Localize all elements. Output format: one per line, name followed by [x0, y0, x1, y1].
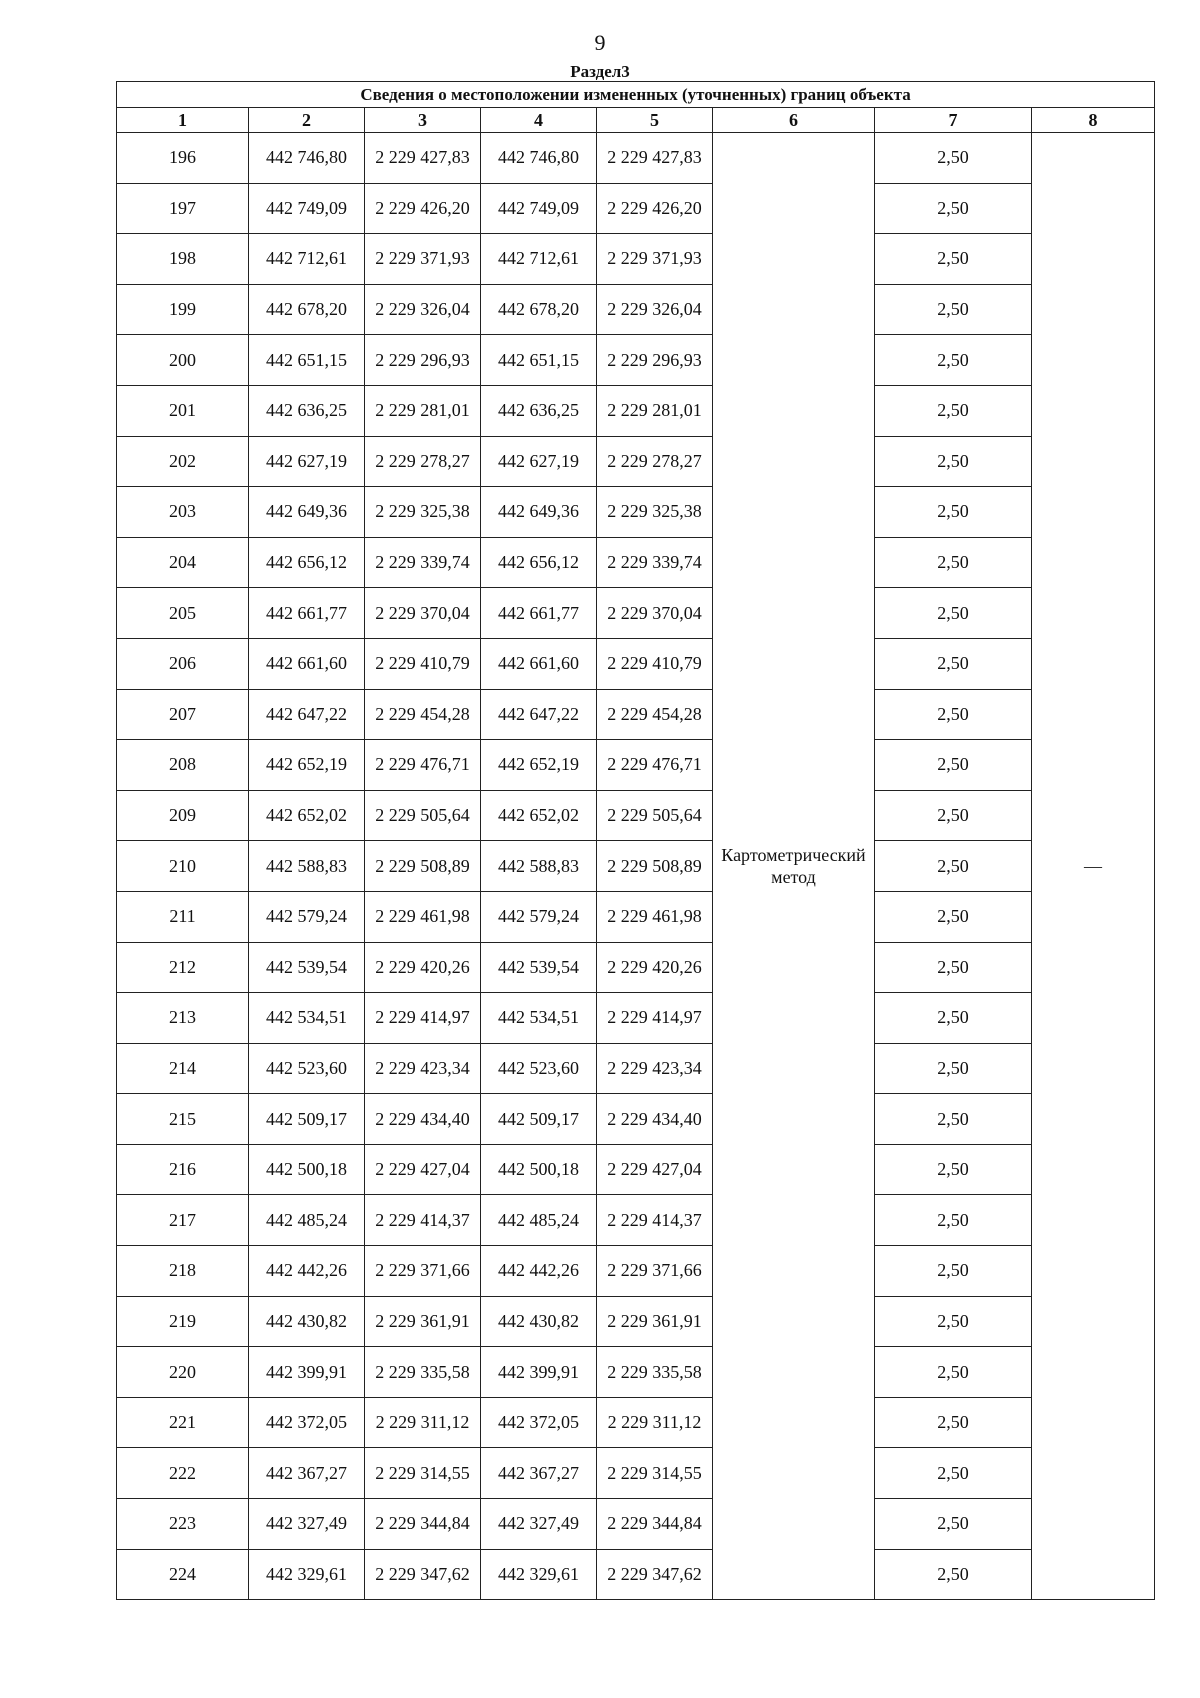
y-coordinate-cell: 2 229 314,55 — [597, 1448, 713, 1499]
y-coordinate-cell: 2 229 476,71 — [597, 740, 713, 791]
point-number-cell: 216 — [117, 1144, 249, 1195]
x-coordinate-cell: 442 636,25 — [481, 385, 597, 436]
accuracy-cell: 2,50 — [875, 335, 1032, 386]
x-coordinate-cell: 442 651,15 — [481, 335, 597, 386]
point-number-cell: 201 — [117, 385, 249, 436]
x-coordinate-cell: 442 627,19 — [481, 436, 597, 487]
point-number-cell: 220 — [117, 1347, 249, 1398]
x-coordinate-cell: 442 500,18 — [481, 1144, 597, 1195]
accuracy-cell: 2,50 — [875, 385, 1032, 436]
y-coordinate-cell: 2 229 410,79 — [597, 638, 713, 689]
x-coordinate-cell: 442 588,83 — [249, 841, 365, 892]
accuracy-cell: 2,50 — [875, 1144, 1032, 1195]
y-coordinate-cell: 2 229 508,89 — [365, 841, 481, 892]
x-coordinate-cell: 442 523,60 — [481, 1043, 597, 1094]
table-row — [117, 1448, 1155, 1499]
y-coordinate-cell: 2 229 414,97 — [597, 993, 713, 1044]
y-coordinate-cell: 2 229 420,26 — [365, 942, 481, 993]
point-number-cell: 205 — [117, 588, 249, 639]
point-number-cell: 214 — [117, 1043, 249, 1094]
table-row — [117, 1549, 1155, 1600]
point-number-cell: 198 — [117, 234, 249, 285]
table-row — [117, 1397, 1155, 1448]
accuracy-cell: 2,50 — [875, 436, 1032, 487]
x-coordinate-cell: 442 678,20 — [481, 284, 597, 335]
table-row — [117, 1347, 1155, 1398]
y-coordinate-cell: 2 229 335,58 — [597, 1347, 713, 1398]
accuracy-cell: 2,50 — [875, 487, 1032, 538]
y-coordinate-cell: 2 229 414,97 — [365, 993, 481, 1044]
x-coordinate-cell: 442 329,61 — [481, 1549, 597, 1600]
y-coordinate-cell: 2 229 427,04 — [365, 1144, 481, 1195]
point-number-cell: 211 — [117, 891, 249, 942]
table-body — [117, 133, 1155, 1600]
x-coordinate-cell: 442 652,02 — [481, 790, 597, 841]
point-number-cell: 202 — [117, 436, 249, 487]
y-coordinate-cell: 2 229 476,71 — [365, 740, 481, 791]
x-coordinate-cell: 442 649,36 — [481, 487, 597, 538]
point-number-cell: 208 — [117, 740, 249, 791]
accuracy-cell: 2,50 — [875, 1448, 1032, 1499]
y-coordinate-cell: 2 229 423,34 — [597, 1043, 713, 1094]
y-coordinate-cell: 2 229 371,93 — [597, 234, 713, 285]
table-row — [117, 740, 1155, 791]
x-coordinate-cell: 442 652,19 — [249, 740, 365, 791]
x-coordinate-cell: 442 534,51 — [249, 993, 365, 1044]
accuracy-cell: 2,50 — [875, 133, 1032, 184]
table-row — [117, 385, 1155, 436]
x-coordinate-cell: 442 485,24 — [249, 1195, 365, 1246]
x-coordinate-cell: 442 661,60 — [481, 638, 597, 689]
point-number-cell: 219 — [117, 1296, 249, 1347]
point-number-cell: 204 — [117, 537, 249, 588]
accuracy-cell: 2,50 — [875, 1549, 1032, 1600]
accuracy-cell: 2,50 — [875, 284, 1032, 335]
point-number-cell: 196 — [117, 133, 249, 184]
accuracy-cell: 2,50 — [875, 537, 1032, 588]
y-coordinate-cell: 2 229 427,04 — [597, 1144, 713, 1195]
column-number-header: 8 — [1032, 108, 1155, 133]
y-coordinate-cell: 2 229 281,01 — [597, 385, 713, 436]
y-coordinate-cell: 2 229 427,83 — [365, 133, 481, 184]
method-cell: Картометрический метод — [713, 133, 875, 1600]
y-coordinate-cell: 2 229 414,37 — [365, 1195, 481, 1246]
x-coordinate-cell: 442 509,17 — [481, 1094, 597, 1145]
y-coordinate-cell: 2 229 347,62 — [365, 1549, 481, 1600]
point-number-cell: 223 — [117, 1499, 249, 1550]
x-coordinate-cell: 442 661,77 — [249, 588, 365, 639]
section-title: Раздел3 — [570, 62, 630, 81]
y-coordinate-cell: 2 229 314,55 — [365, 1448, 481, 1499]
x-coordinate-cell: 442 367,27 — [249, 1448, 365, 1499]
table-row — [117, 436, 1155, 487]
accuracy-cell: 2,50 — [875, 638, 1032, 689]
table-row — [117, 133, 1155, 184]
point-number-cell: 210 — [117, 841, 249, 892]
x-coordinate-cell: 442 534,51 — [481, 993, 597, 1044]
y-coordinate-cell: 2 229 461,98 — [597, 891, 713, 942]
point-number-cell: 199 — [117, 284, 249, 335]
x-coordinate-cell: 442 399,91 — [249, 1347, 365, 1398]
y-coordinate-cell: 2 229 434,40 — [365, 1094, 481, 1145]
point-number-cell: 224 — [117, 1549, 249, 1600]
table-row — [117, 790, 1155, 841]
table-row — [117, 993, 1155, 1044]
y-coordinate-cell: 2 229 410,79 — [365, 638, 481, 689]
table-row — [117, 1094, 1155, 1145]
accuracy-cell: 2,50 — [875, 183, 1032, 234]
x-coordinate-cell: 442 712,61 — [481, 234, 597, 285]
x-coordinate-cell: 442 509,17 — [249, 1094, 365, 1145]
x-coordinate-cell: 442 329,61 — [249, 1549, 365, 1600]
x-coordinate-cell: 442 627,19 — [249, 436, 365, 487]
accuracy-cell: 2,50 — [875, 942, 1032, 993]
x-coordinate-cell: 442 678,20 — [249, 284, 365, 335]
y-coordinate-cell: 2 229 370,04 — [597, 588, 713, 639]
x-coordinate-cell: 442 661,77 — [481, 588, 597, 639]
x-coordinate-cell: 442 712,61 — [249, 234, 365, 285]
x-coordinate-cell: 442 636,25 — [249, 385, 365, 436]
column-number-header: 3 — [365, 108, 481, 133]
page-number: 9 — [594, 30, 606, 55]
x-coordinate-cell: 442 485,24 — [481, 1195, 597, 1246]
accuracy-cell: 2,50 — [875, 1347, 1032, 1398]
x-coordinate-cell: 442 372,05 — [249, 1397, 365, 1448]
table-row — [117, 1499, 1155, 1550]
table-row — [117, 689, 1155, 740]
accuracy-cell: 2,50 — [875, 1246, 1032, 1297]
y-coordinate-cell: 2 229 454,28 — [365, 689, 481, 740]
y-coordinate-cell: 2 229 326,04 — [365, 284, 481, 335]
point-number-cell: 206 — [117, 638, 249, 689]
y-coordinate-cell: 2 229 339,74 — [365, 537, 481, 588]
x-coordinate-cell: 442 523,60 — [249, 1043, 365, 1094]
y-coordinate-cell: 2 229 426,20 — [597, 183, 713, 234]
point-number-cell: 207 — [117, 689, 249, 740]
table-row — [117, 1246, 1155, 1297]
x-coordinate-cell: 442 749,09 — [249, 183, 365, 234]
table-row — [117, 537, 1155, 588]
x-coordinate-cell: 442 367,27 — [481, 1448, 597, 1499]
column-number-header: 6 — [713, 108, 875, 133]
y-coordinate-cell: 2 229 370,04 — [365, 588, 481, 639]
y-coordinate-cell: 2 229 278,27 — [597, 436, 713, 487]
x-coordinate-cell: 442 430,82 — [249, 1296, 365, 1347]
x-coordinate-cell: 442 746,80 — [249, 133, 365, 184]
y-coordinate-cell: 2 229 281,01 — [365, 385, 481, 436]
table-row — [117, 588, 1155, 639]
table-row — [117, 183, 1155, 234]
table-row — [117, 1043, 1155, 1094]
y-coordinate-cell: 2 229 311,12 — [597, 1397, 713, 1448]
x-coordinate-cell: 442 661,60 — [249, 638, 365, 689]
table-row — [117, 841, 1155, 892]
table-row — [117, 284, 1155, 335]
x-coordinate-cell: 442 647,22 — [481, 689, 597, 740]
y-coordinate-cell: 2 229 344,84 — [365, 1499, 481, 1550]
accuracy-cell: 2,50 — [875, 689, 1032, 740]
point-number-cell: 212 — [117, 942, 249, 993]
x-coordinate-cell: 442 649,36 — [249, 487, 365, 538]
x-coordinate-cell: 442 652,02 — [249, 790, 365, 841]
y-coordinate-cell: 2 229 508,89 — [597, 841, 713, 892]
accuracy-cell: 2,50 — [875, 1195, 1032, 1246]
x-coordinate-cell: 442 442,26 — [249, 1246, 365, 1297]
y-coordinate-cell: 2 229 420,26 — [597, 942, 713, 993]
point-number-cell: 213 — [117, 993, 249, 1044]
table-row — [117, 335, 1155, 386]
x-coordinate-cell: 442 372,05 — [481, 1397, 597, 1448]
accuracy-cell: 2,50 — [875, 993, 1032, 1044]
x-coordinate-cell: 442 327,49 — [481, 1499, 597, 1550]
x-coordinate-cell: 442 539,54 — [481, 942, 597, 993]
column-number-header: 2 — [249, 108, 365, 133]
x-coordinate-cell: 442 588,83 — [481, 841, 597, 892]
accuracy-cell: 2,50 — [875, 588, 1032, 639]
point-number-cell: 197 — [117, 183, 249, 234]
accuracy-cell: 2,50 — [875, 234, 1032, 285]
y-coordinate-cell: 2 229 347,62 — [597, 1549, 713, 1600]
point-number-cell: 221 — [117, 1397, 249, 1448]
x-coordinate-cell: 442 442,26 — [481, 1246, 597, 1297]
x-coordinate-cell: 442 656,12 — [249, 537, 365, 588]
y-coordinate-cell: 2 229 278,27 — [365, 436, 481, 487]
x-coordinate-cell: 442 500,18 — [249, 1144, 365, 1195]
y-coordinate-cell: 2 229 461,98 — [365, 891, 481, 942]
column-number-header: 4 — [481, 108, 597, 133]
x-coordinate-cell: 442 746,80 — [481, 133, 597, 184]
accuracy-cell: 2,50 — [875, 1499, 1032, 1550]
y-coordinate-cell: 2 229 426,20 — [365, 183, 481, 234]
column-number-row — [117, 108, 1155, 133]
point-number-cell: 200 — [117, 335, 249, 386]
table-row — [117, 487, 1155, 538]
y-coordinate-cell: 2 229 414,37 — [597, 1195, 713, 1246]
accuracy-cell: 2,50 — [875, 891, 1032, 942]
x-coordinate-cell: 442 579,24 — [481, 891, 597, 942]
point-number-cell: 217 — [117, 1195, 249, 1246]
column-number-header: 1 — [117, 108, 249, 133]
accuracy-cell: 2,50 — [875, 1296, 1032, 1347]
x-coordinate-cell: 442 399,91 — [481, 1347, 597, 1398]
table-row — [117, 1144, 1155, 1195]
accuracy-cell: 2,50 — [875, 1397, 1032, 1448]
y-coordinate-cell: 2 229 325,38 — [597, 487, 713, 538]
x-coordinate-cell: 442 327,49 — [249, 1499, 365, 1550]
x-coordinate-cell: 442 749,09 — [481, 183, 597, 234]
y-coordinate-cell: 2 229 371,66 — [365, 1246, 481, 1297]
point-number-cell: 218 — [117, 1246, 249, 1297]
y-coordinate-cell: 2 229 427,83 — [597, 133, 713, 184]
table-row — [117, 942, 1155, 993]
y-coordinate-cell: 2 229 371,93 — [365, 234, 481, 285]
y-coordinate-cell: 2 229 296,93 — [365, 335, 481, 386]
table-row — [117, 234, 1155, 285]
x-coordinate-cell: 442 651,15 — [249, 335, 365, 386]
point-number-cell: 203 — [117, 487, 249, 538]
y-coordinate-cell: 2 229 296,93 — [597, 335, 713, 386]
y-coordinate-cell: 2 229 505,64 — [597, 790, 713, 841]
column-number-header: 7 — [875, 108, 1032, 133]
accuracy-cell: 2,50 — [875, 841, 1032, 892]
y-coordinate-cell: 2 229 505,64 — [365, 790, 481, 841]
accuracy-cell: 2,50 — [875, 740, 1032, 791]
y-coordinate-cell: 2 229 335,58 — [365, 1347, 481, 1398]
y-coordinate-cell: 2 229 423,34 — [365, 1043, 481, 1094]
point-number-cell: 215 — [117, 1094, 249, 1145]
y-coordinate-cell: 2 229 339,74 — [597, 537, 713, 588]
y-coordinate-cell: 2 229 311,12 — [365, 1397, 481, 1448]
accuracy-cell: 2,50 — [875, 790, 1032, 841]
table-row — [117, 1195, 1155, 1246]
x-coordinate-cell: 442 652,19 — [481, 740, 597, 791]
point-number-cell: 209 — [117, 790, 249, 841]
table-caption: Сведения о местоположении измененных (уточненных) границ объекта — [117, 82, 1155, 108]
coordinates-table — [116, 81, 1155, 1600]
y-coordinate-cell: 2 229 326,04 — [597, 284, 713, 335]
y-coordinate-cell: 2 229 344,84 — [597, 1499, 713, 1550]
y-coordinate-cell: 2 229 325,38 — [365, 487, 481, 538]
x-coordinate-cell: 442 647,22 — [249, 689, 365, 740]
y-coordinate-cell: 2 229 454,28 — [597, 689, 713, 740]
x-coordinate-cell: 442 579,24 — [249, 891, 365, 942]
column-8-cell: — — [1032, 133, 1155, 1600]
y-coordinate-cell: 2 229 371,66 — [597, 1246, 713, 1297]
table-row — [117, 1296, 1155, 1347]
x-coordinate-cell: 442 656,12 — [481, 537, 597, 588]
accuracy-cell: 2,50 — [875, 1043, 1032, 1094]
y-coordinate-cell: 2 229 361,91 — [597, 1296, 713, 1347]
y-coordinate-cell: 2 229 434,40 — [597, 1094, 713, 1145]
x-coordinate-cell: 442 430,82 — [481, 1296, 597, 1347]
column-number-header: 5 — [597, 108, 713, 133]
table-row — [117, 638, 1155, 689]
y-coordinate-cell: 2 229 361,91 — [365, 1296, 481, 1347]
x-coordinate-cell: 442 539,54 — [249, 942, 365, 993]
table-row — [117, 891, 1155, 942]
accuracy-cell: 2,50 — [875, 1094, 1032, 1145]
point-number-cell: 222 — [117, 1448, 249, 1499]
